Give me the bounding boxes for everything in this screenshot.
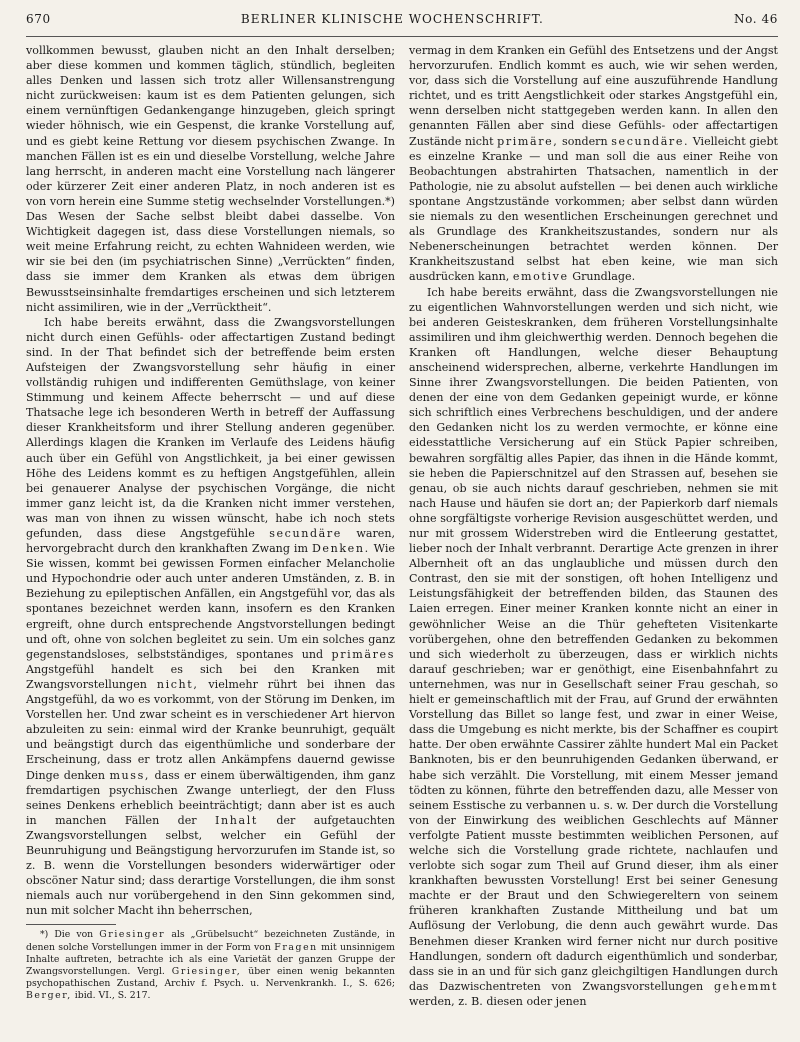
paragraph-text: Vielleicht giebt es einzelne Kranke — und man soll die aus einer Reihe von Beobachtungen abstrahirten Thatsachen, namentlich in der Pathologie, nie zu absolut aufstellen — bei denen auch wirkliche spontane Angstzustände vorkommen; aber selbst dann würden sie niemals zu den wesentlichen Erscheinungen gerechnet und als Grundlage des Krankheitszustandes, sondern nur als Nebenerscheinungen betrachtet werden können. Der Krankheitszustand selbst hat eben keine, wie man sich ausdrücken kann, <box>409 134 779 284</box>
paragraph-text: werden, z. B. diesen oder jenen <box>409 994 587 1008</box>
header-rule <box>26 36 778 37</box>
issue-number: No. 46 <box>733 12 778 26</box>
paragraph-text: Ich habe bereits erwähnt, dass die Zwangsvorstellungen nicht durch einen Gefühls- oder affectartigen Zustand bedingt sind. In der That befindet sich der betreffende beim ersten Aufsteigen der Zwangsvorstellung sehr häufig in einer vollständig ruhigen und indifferenten Gemüthslage, von keiner Stimmung und keinem Affecte beherrscht — und auf diese Thatsache lege ich besonderen Werth in betreff der Auffassung dieser Krankheitsform und ihrer Stellung anderen gegenüber. Allerdings klagen die Kranken im Verlaufe des Leidens häufig auch über ein Gefühl von Angstlichkeit, ja bei einer gewissen Höhe des Leidens kommt es zu heftigen Angstgefühlen, allein bei genauerer Analyse der psychischen Vorgänge, die nicht immer ganz leicht ist, da die Kranken nicht immer verstehen, was man von ihnen zu wissen wünscht, habe ich noch stets gefunden, dass diese Angstgefühle <box>26 315 395 540</box>
paragraph <box>26 43 395 315</box>
author-name: Berger, <box>26 990 72 1002</box>
paragraph-text: der aufgetauchten Zwangsvorstellungen selbst, welcher ein Gefühl der Beunruhigung und Beängstigung hervorzurufen im Stande ist, so z. B. wenn die Vorstellungen besonders widerwärtiger oder obscöner Natur sind; dass derartige Vorstellungen, die ihm sonst niemals auch nur vorübergehend in den Sinn gekommen sind, nun mit solcher Macht ihn beherrschen, <box>26 813 396 918</box>
paragraph-text: Grundlage. <box>572 270 636 284</box>
paragraph-text: vielmehr rührt bei ihnen das Angstgefühl, da wo es vorkommt, von der Störung im Denken, im Vorstellen her. Und zwar scheint es in verschiedener Art hiervon abzuleiten zu sein: einmal wird der Kranke beunruhigt, gequält und beängstigt durch das eigenthümliche und sonderbare der Erscheinung, dass er trotz allen Ankämpfens dauernd gewisse Dinge denken <box>26 677 396 782</box>
paragraph <box>409 285 778 1010</box>
page-number: 670 <box>26 12 51 26</box>
text-columns <box>26 43 778 1009</box>
paragraph-text: vollkommen bewusst, glauben nicht an den Inhalt derselben; aber diese kommen und kommen täglich, stündlich, begleiten alles Denken und lassen sich trotz aller Willensanstrengung nicht zurückweisen: kaum ist es dem Patienten gelungen, sich einem vernünftigen Gedankengange hinzugeben, gleich springt wieder höhnisch, wie ein Gespenst, die kranke Vorstellung auf, und es giebt keine Rettung vor diesem psychischen Zwange. In manchen Fällen ist es ein und dieselbe Vorstellung, welche Jahre lang herrscht, in anderen macht eine Vorstellung nach längerer oder kürzerer Zeit einer anderen Platz, in noch anderen ist es von vorn herein eine Summe stetig wechselnder Vorstellungen.*) Das Wesen der Sache selbst bleibt dabei dasselbe. Von Wichtigkeit dagegen ist, dass diese Vorstellungen niemals, so weit meine Erfahrung reicht, zu echten Wahnideen werden, wie wir sie bei den (im psychiatrischen Sinne) „Verrückten“ finden, dass sie immer dem Kranken als etwas dem übrigen Bewusstseinsinhalte fremdartiges erscheinen und sich letzterem nicht assimiliren, wie in der „Verrücktheit“. <box>26 44 395 314</box>
emphasis-text: Fragen <box>274 941 318 953</box>
footnote-part: als „Grübelsucht“ bezeichneten Zustände, in denen solche Vorstellungen immer in der Form von <box>26 929 395 953</box>
page-header <box>26 12 778 34</box>
footnote-rule <box>26 924 116 925</box>
paragraph-text: dass er einem überwältigenden, ihm ganz fremdartigen psychischen Zwange unterliegt, der den Fluss seines Denkens erheblich beeinträchtigt; dann aber ist es auch in manchen Fällen der <box>26 768 395 827</box>
paragraph <box>26 315 395 919</box>
emphasis-text: muss, <box>109 768 151 782</box>
emphasis-text: primäre, <box>497 134 559 148</box>
emphasis-text: Inhalt <box>215 813 258 827</box>
footnote <box>26 929 395 1002</box>
footnote-part: ibid. VI., S. 217. <box>74 990 151 1002</box>
paragraph-text: waren, hervorgebracht durch den krankhaften Zwang im <box>26 527 395 556</box>
paragraph-text: vermag in dem Kranken ein Gefühl des Entsetzens und der Angst hervorzurufen. Endlich kommt es auch, wie wir sehen werden, vor, dass sich die Vorstellung auf eine auszuführende Handlung richtet, und es tritt Aengstlichkeit oder starkes Angstgefühl ein, wenn derselben nicht stattgegeben werden kann. In allen den genannten Fällen aber sind diese Gefühls- oder affectartigen Zustände nicht <box>409 44 778 148</box>
footnote-part: mit unsinnigem Inhalte auftreten, betrachte ich als eine Varietät der ganzen Gruppe der Zwangsvorstellungen. Vergl. <box>26 941 395 978</box>
footnote-text <box>26 929 395 1002</box>
right-column <box>409 43 778 1009</box>
paragraph-text: Wie Sie wissen, kommt bei gewissen Formen einfacher Melancholie und Hypochondrie oder auch unter anderen Umständen, z. B. in Beziehung zu epileptischen Anfällen, ein Angstgefühl vor, das als spontanes bezeichnet werden kann, insofern es den Kranken ergreift, ohne durch entsprechende Angstvorstellungen bedingt und oft, ohne von solchen begleitet zu sein. Um ein solches ganz gegenstandsloses, selbstständiges, spontanes und <box>26 542 395 661</box>
paragraph-text: Ich habe bereits erwähnt, dass die Zwangsvorstellungen nie zu eigentlichen Wahnvorstellungen werden und sich nicht, wie bei anderen Geisteskranken, dem früheren Vorstellungsinhalte assimiliren und ihm gleichwerthig werden. Dennoch begehen die Kranken oft Handlungen, welche dieser Behauptung anscheinend widersprechen, alberne, verkehrte Handlungen im Sinne ihrer Zwangsvorstellungen. Die beiden Patienten, von denen der eine von dem Gedanken gepeinigt wurde, er könne sich schriftlich eines Verbrechens beschuldigen, und der andere den Gedanken nicht los zu werden vermochte, er könne eine eidesstattliche Versicherung auf ein Stück Papier schreiben, bewahren sorgfältig alles Papier, das ihnen in die Hände kommt, sie heben die Papierschnitzel auf den Strassen auf, besehen sie genau, ob sie auch nichts darauf geschrieben, nehmen sie mit nach Hause und häufen sie dort an; der Papierkorb darf niemals ohne sorgfältigste vorherige Revision ausgeschüttet werden, und nur mit grossem Widerstreben wird die Entleerung gestattet, lieber noch der Inhalt verbrannt. Derartige Acte grenzen in ihrer Albernheit oft an das unglaubliche und müssen durch den Contrast, den sie mit der sonstigen, oft hohen Intelligenz und Leistungsfähigkeit der betreffenden bilden, das Staunen des Laien erregen. Einer meiner Kranken konnte nicht an einer in gewöhnlicher Weise an die Thür gehefteten Visitenkarte vorübergehen, ohne den betreffenden Gedanken zu bekommen und sich wiederholt zu überzeugen, dass er wirklich nichts darauf geschrieben; war er genöthigt, eine Eisenbahnfahrt zu unternehmen, was nur in Gesellschaft seiner Frau geschah, so hielt er gemeinschaftlich mit der Frau, auf Grund der erwähnten Vorstellung das Billet so lange fest, und zwar in einer Weise, dass die Umgebung es nicht merkte, bis der Schaffner es coupirt hatte. Der oben erwähnte Cassirer zählte hundert Mal ein Packet Banknoten, bis er den beunruhigenden Gedanken überwand, er habe sich verzählt. Die Vorstellung, mit einem Messer jemand tödten zu können, führte den betreffenden dazu, alle Messer von seinem Esstische zu verbannen u. s. w. Der durch die Vorstellung von der Einwirkung des weiblichen Geschlechts auf Männer verfolgte Patient musste bestimmten weiblichen Personen, auf welche sich die Vorstellung grade richtete, nachlaufen und verlobte sich sogar zum Theil auf Grund dieser, ihm als einer krankhaften bewussten Vorstellung! Erst bei seiner Genesung machte er der Braut und den Schwiegereltern von seinem früheren krankhaften Zustande Mittheilung und bat um Auflösung der Verlobung, die denn auch gewährt wurde. Das Benehmen dieser Kranken wird ferner nicht nur durch positive Handlungen, sondern oft dadurch eigenthümlich und sonderbar, dass sie in an und für sich ganz gleichgiltigen Handlungen durch das Dazwischentreten von Zwangsvorstellungen <box>409 285 778 993</box>
paragraph-text: sondern <box>562 134 608 148</box>
emphasis-text: primäres <box>331 647 395 661</box>
footnote-part: *) Die von <box>40 929 94 941</box>
emphasis-text: Denken. <box>311 542 370 556</box>
emphasis-text: secundäre <box>269 527 342 540</box>
emphasis-text: nicht, <box>156 677 199 691</box>
left-column <box>26 43 395 1009</box>
author-name: Griesinger, <box>171 966 242 978</box>
journal-title: BERLINER KLINISCHE WOCHENSCHRIFT. <box>240 12 544 26</box>
author-name: Griesinger <box>99 929 166 941</box>
paragraph-text: Angstgefühl handelt es sich bei den Kranken mit Zwangsvorstellungen <box>26 662 395 691</box>
emphasis-text: secundäre. <box>611 134 690 148</box>
emphasis-text: gehemmt <box>713 979 779 993</box>
footnote-part: über einen wenig bekannten psychopathischen Zustand, Archiv f. Psych. u. Nervenkrankh. I., S. 626; <box>26 966 395 990</box>
emphasis-text: emotive <box>512 270 569 284</box>
paragraph <box>409 43 778 285</box>
